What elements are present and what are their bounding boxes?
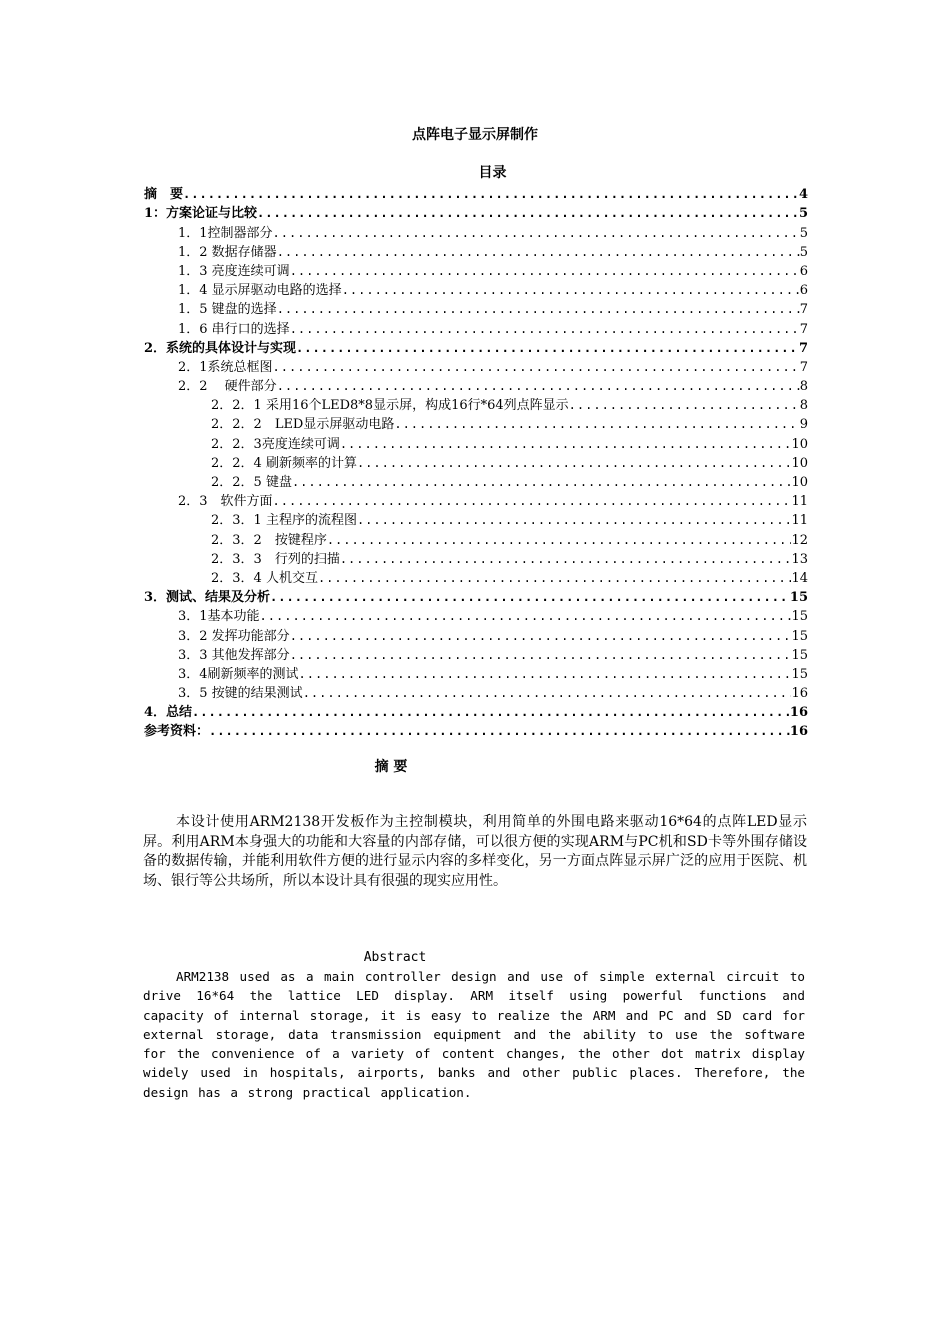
abstract-en-body: ARM2138 used as a main controller design and use of simple external circuit to drive 16*64 the lattice LED display. ARM itself using powerful functions and capacity of internal storage, it is easy to realize the ARM and PC and SD card for external storage, data transmission equipment and the ability to use the software for the convenience of a variety of content changes, the other dot matrix display widely used in hospitals, airports, banks and other public places. Therefore, the design has a strong practical application. [143, 969, 805, 1100]
toc-entry[interactable] [144, 299, 808, 318]
toc-leader-dots [277, 301, 800, 318]
toc-entry-label: 3．2 发挥功能部分 [178, 628, 290, 644]
toc-entry-page: 15 [791, 647, 808, 663]
toc-leader-dots [290, 628, 792, 645]
table-of-contents [144, 184, 808, 740]
toc-entry-page: 6 [799, 283, 808, 299]
toc-leader-dots [303, 685, 792, 702]
toc-leader-dots [273, 225, 800, 242]
toc-leader-dots [394, 416, 799, 433]
toc-entry-label: 摘 要 [144, 187, 184, 203]
abstract-cn-body: 本设计使用ARM2138开发板作为主控制模块，利用简单的外围电路来驱动16*64的点阵LED显示屏。利用ARM本身强大的功能和大容量的内部存储，可以很方便的实现ARM与PC机和SD卡等外围存储设备的数据传输，并能利用软件方便的进行显示内容的多样变化，另一方面点阵显示屏广泛的应用于医院、机场、银行等公共场所，所以本设计具有很强的现实应用性。 [143, 814, 807, 889]
toc-leader-dots [183, 186, 799, 203]
toc-entry[interactable] [144, 453, 808, 472]
toc-entry-label: 2．3．3 行列的扫描 [211, 551, 340, 567]
toc-entry[interactable] [144, 529, 808, 548]
toc-leader-dots [292, 474, 792, 491]
toc-leader-dots [318, 570, 792, 587]
toc-entry-page: 12 [791, 532, 808, 548]
toc-entry-page: 16 [791, 686, 808, 702]
toc-entry-label: 1．6 串行口的选择 [178, 321, 290, 337]
toc-entry-page: 5 [798, 206, 808, 222]
toc-entry[interactable] [144, 414, 808, 433]
toc-entry[interactable] [144, 491, 808, 510]
toc-entry-label: 2．2．2 LED显示屏驱动电路 [211, 417, 395, 433]
toc-leader-dots [277, 378, 800, 395]
toc-entry-page: 8 [799, 379, 808, 395]
toc-entry-page: 9 [799, 417, 808, 433]
abstract-cn-heading: 摘 要 [374, 759, 408, 775]
toc-entry[interactable] [144, 318, 808, 337]
toc-entry-page: 15 [789, 590, 808, 606]
toc-leader-dots [340, 436, 792, 453]
toc-entry[interactable] [144, 338, 808, 357]
toc-entry-label: 3．5 按键的结果测试 [178, 686, 303, 702]
toc-entry-label: 1．5 键盘的选择 [178, 302, 277, 318]
toc-entry[interactable] [144, 721, 808, 740]
toc-entry-label: 2．3．2 按键程序 [211, 532, 327, 548]
document-title: 点阵电子显示屏制作 [412, 127, 538, 143]
toc-leader-dots [357, 455, 792, 472]
toc-entry-page: 10 [791, 436, 808, 452]
toc-entry-page: 11 [791, 494, 808, 510]
toc-entry-label: 3．测试、结果及分析 [144, 590, 271, 606]
toc-entry[interactable] [144, 184, 808, 203]
toc-entry-page: 14 [791, 570, 808, 586]
toc-entry-label: 2．系统的具体设计与实现 [144, 340, 297, 356]
toc-entry[interactable] [144, 702, 808, 721]
toc-entry-label: 1．3 亮度连续可调 [178, 263, 290, 279]
toc-entry-page: 7 [798, 340, 808, 356]
toc-entry-page: 15 [791, 628, 808, 644]
toc-entry[interactable] [144, 357, 808, 376]
toc-entry-page: 11 [791, 513, 808, 529]
toc-entry-label: 2．3．4 人机交互 [211, 570, 318, 586]
toc-leader-dots [342, 282, 800, 299]
toc-entry[interactable] [144, 510, 808, 529]
abstract-en-heading: Abstract [363, 950, 427, 965]
toc-entry[interactable] [144, 683, 808, 702]
toc-entry-page: 13 [791, 551, 808, 567]
toc-entry-label: 1：方案论证与比较 [144, 206, 258, 222]
toc-entry-label: 参考资料： [144, 724, 210, 740]
toc-entry-page: 5 [799, 244, 808, 260]
toc-entry[interactable] [144, 606, 808, 625]
toc-entry-label: 3．1基本功能 [178, 609, 260, 625]
toc-entry-label: 2．2．4 刷新频率的计算 [211, 455, 357, 471]
toc-leader-dots [357, 512, 792, 529]
toc-entry-label: 2．3 软件方面 [178, 494, 273, 510]
toc-entry[interactable] [144, 625, 808, 644]
toc-entry[interactable] [144, 242, 808, 261]
toc-leader-dots [209, 723, 790, 740]
toc-entry-page: 7 [799, 302, 808, 318]
toc-entry-page: 8 [799, 398, 808, 414]
toc-entry-label: 1．1控制器部分 [178, 225, 273, 241]
toc-entry-label: 4．总结 [144, 705, 193, 721]
toc-entry[interactable] [144, 568, 808, 587]
toc-entry[interactable] [144, 280, 808, 299]
toc-entry-label: 2．3．1 主程序的流程图 [211, 513, 357, 529]
toc-entry[interactable] [144, 587, 808, 606]
toc-entry[interactable] [144, 376, 808, 395]
toc-entry-page: 5 [799, 225, 808, 241]
toc-entry-label: 1．2 数据存储器 [178, 244, 277, 260]
toc-entry-page: 15 [791, 609, 808, 625]
toc-leader-dots [299, 666, 792, 683]
toc-entry-page: 10 [791, 475, 808, 490]
toc-entry-page: 16 [789, 724, 808, 740]
toc-entry-label: 1．4 显示屏驱动电路的选择 [178, 283, 342, 299]
toc-entry-label: 2．1系统总框图 [178, 359, 273, 375]
toc-leader-dots [273, 359, 800, 376]
toc-entry-page: 15 [791, 666, 808, 682]
toc-entry-label: 3．4刷新频率的测试 [178, 666, 299, 682]
toc-leader-dots [270, 589, 790, 606]
toc-entry[interactable] [144, 645, 808, 664]
toc-leader-dots [340, 551, 792, 568]
toc-entry-page: 7 [799, 321, 808, 337]
toc-leader-dots [290, 263, 800, 280]
toc-entry-page: 7 [799, 359, 808, 375]
toc-leader-dots [569, 397, 800, 414]
toc-leader-dots [273, 493, 792, 510]
toc-leader-dots [277, 244, 800, 261]
toc-entry[interactable] [144, 472, 808, 491]
toc-title: 目录 [478, 165, 507, 181]
toc-leader-dots [290, 321, 800, 338]
toc-entry-label: 2．2．3亮度连续可调 [211, 436, 340, 452]
toc-entry[interactable] [144, 549, 808, 568]
toc-entry-label: 3．3 其他发挥部分 [178, 647, 290, 663]
toc-entry-page: 16 [789, 705, 808, 721]
toc-entry[interactable] [144, 433, 808, 452]
toc-entry-page: 10 [791, 455, 808, 471]
toc-entry[interactable] [144, 664, 808, 683]
toc-leader-dots [192, 704, 790, 721]
toc-entry[interactable] [144, 203, 808, 222]
toc-entry-label: 2．2．1 采用16个LED8*8显示屏，构成16行*64列点阵显示 [211, 398, 569, 414]
toc-leader-dots [327, 532, 792, 549]
toc-entry-label: 2．2 硬件部分 [178, 379, 277, 395]
toc-entry-page: 4 [798, 187, 808, 203]
toc-entry[interactable] [144, 222, 808, 241]
toc-entry-page: 6 [799, 263, 808, 279]
toc-leader-dots [290, 647, 792, 664]
toc-leader-dots [257, 205, 799, 222]
toc-leader-dots [260, 608, 792, 625]
toc-entry[interactable] [144, 261, 808, 280]
toc-entry-label: 2．2．5 键盘 [211, 475, 292, 490]
toc-entry[interactable] [144, 395, 808, 414]
toc-leader-dots [296, 340, 799, 357]
